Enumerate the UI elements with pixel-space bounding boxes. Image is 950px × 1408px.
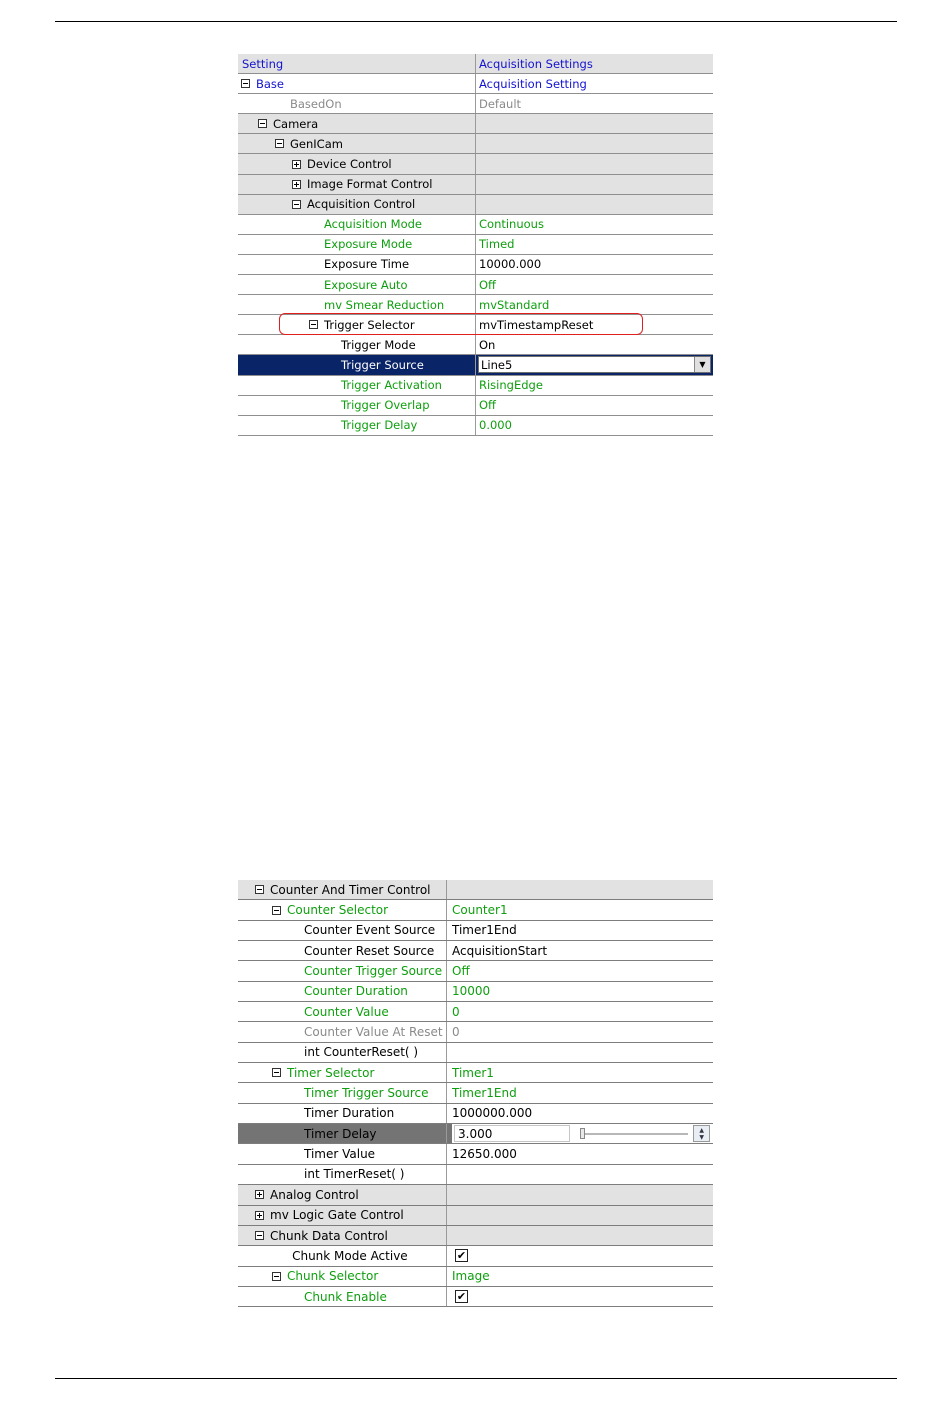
setting-label: Exposure Time — [324, 257, 410, 272]
row-int-timerreset[interactable] — [238, 1165, 713, 1185]
setting-label: mv Smear Reduction — [324, 297, 445, 312]
setting-label: Counter Event Source — [304, 923, 436, 938]
setting-value: Off — [452, 964, 470, 979]
value-cell[interactable] — [452, 1063, 713, 1082]
row-acquisition-control[interactable] — [238, 195, 713, 215]
setting-label: Counter Trigger Source — [304, 964, 443, 979]
setting-label: Chunk Mode Active — [292, 1248, 408, 1263]
setting-cell — [238, 1124, 447, 1143]
value-cell[interactable] — [452, 1002, 713, 1021]
row-timer-duration[interactable] — [238, 1104, 713, 1124]
setting-cell — [238, 74, 476, 93]
setting-cell — [238, 1083, 447, 1102]
value-cell — [452, 1206, 713, 1225]
setting-label: Exposure Auto — [324, 277, 408, 292]
value-cell — [479, 154, 713, 173]
setting-value: Default — [479, 96, 522, 111]
setting-value: mvStandard — [479, 297, 550, 312]
setting-label: Timer Selector — [287, 1065, 375, 1080]
setting-label: Chunk Enable — [304, 1289, 387, 1304]
setting-value: 12650.000 — [452, 1147, 517, 1162]
value-cell[interactable] — [479, 335, 713, 354]
setting-label: Counter And Timer Control — [270, 882, 431, 897]
row-counter-reset-source[interactable] — [238, 941, 713, 961]
row-mv-logic-gate-control[interactable] — [238, 1206, 713, 1226]
setting-cell — [238, 376, 476, 395]
setting-value: Counter1 — [452, 903, 508, 918]
row-camera[interactable] — [238, 114, 713, 134]
setting-label: Chunk Data Control — [270, 1228, 388, 1243]
value-cell — [452, 1165, 713, 1184]
setting-label: Counter Value — [304, 1004, 389, 1019]
row-counter-value[interactable] — [238, 1002, 713, 1022]
setting-cell — [238, 134, 476, 153]
timer-delay-slider-control — [452, 1124, 710, 1143]
setting-label: Trigger Overlap — [341, 398, 430, 413]
setting-label: Trigger Delay — [341, 418, 418, 433]
setting-label: GenICam — [290, 136, 343, 151]
trigger-source-dropdown[interactable] — [478, 356, 711, 373]
setting-value: 10000 — [452, 984, 491, 999]
value-cell — [452, 1226, 713, 1245]
value-cell[interactable] — [452, 1287, 713, 1306]
setting-cell — [238, 880, 447, 899]
row-base[interactable] — [238, 74, 713, 94]
setting-cell — [238, 1002, 447, 1021]
row-exposure-auto[interactable] — [238, 275, 713, 295]
setting-value: 10000.000 — [479, 257, 542, 272]
setting-label: Acquisition Mode — [324, 217, 422, 232]
value-cell[interactable] — [452, 1144, 713, 1163]
setting-cell — [238, 255, 476, 274]
value-cell — [452, 1185, 713, 1204]
row-timer-value[interactable] — [238, 1144, 713, 1164]
setting-label: Camera — [273, 116, 319, 131]
value-cell[interactable] — [452, 961, 713, 980]
setting-cell — [238, 1226, 447, 1245]
setting-cell — [238, 335, 476, 354]
grid-header — [238, 54, 713, 74]
setting-value: Acquisition Setting — [479, 76, 587, 91]
value-cell[interactable] — [479, 94, 713, 113]
setting-cell — [238, 900, 447, 919]
value-cell[interactable] — [452, 1083, 713, 1102]
row-chunk-selector[interactable] — [238, 1267, 713, 1287]
value-cell[interactable] — [452, 900, 713, 919]
collapse-icon[interactable] — [275, 139, 284, 148]
value-cell[interactable] — [479, 396, 713, 415]
value-cell[interactable] — [479, 376, 713, 395]
setting-value: mvTimestampReset — [479, 317, 594, 332]
setting-label: Base — [256, 76, 285, 91]
value-cell[interactable] — [479, 416, 713, 435]
setting-label: mv Logic Gate Control — [270, 1208, 404, 1223]
value-cell — [479, 114, 713, 133]
value-cell[interactable] — [452, 1124, 713, 1143]
value-cell[interactable] — [452, 1104, 713, 1123]
setting-cell — [238, 921, 447, 940]
setting-cell — [238, 355, 476, 374]
row-timer-trigger-source[interactable] — [238, 1083, 713, 1103]
header-value: Acquisition Settings — [479, 56, 593, 71]
setting-cell — [238, 275, 476, 294]
setting-value: Off — [479, 398, 496, 413]
value-cell[interactable] — [452, 941, 713, 960]
slider-thumb[interactable] — [580, 1128, 585, 1139]
row-device-control[interactable] — [238, 154, 713, 174]
setting-value: 1000000.000 — [452, 1106, 533, 1121]
setting-value: Timer1End — [452, 923, 517, 938]
setting-cell — [238, 1287, 447, 1306]
expand-icon[interactable] — [292, 160, 301, 169]
setting-cell — [238, 1185, 447, 1204]
setting-label: Counter Duration — [304, 984, 408, 999]
setting-cell — [238, 1165, 447, 1184]
row-counter-selector[interactable] — [238, 900, 713, 920]
row-image-format-control[interactable] — [238, 175, 713, 195]
value-cell — [452, 1043, 713, 1062]
setting-label: Trigger Mode — [341, 337, 416, 352]
setting-cell — [238, 1267, 447, 1286]
setting-label: int TimerReset( ) — [304, 1167, 405, 1182]
bottom-rule — [55, 1378, 897, 1379]
value-cell[interactable] — [479, 255, 713, 274]
row-genicam[interactable] — [238, 134, 713, 154]
checkbox-checked-icon[interactable]: ✔ — [456, 1249, 467, 1263]
row-counter-trigger-source[interactable] — [238, 961, 713, 981]
setting-cell — [238, 1246, 447, 1265]
setting-cell — [238, 154, 476, 173]
setting-label: BasedOn — [290, 96, 342, 111]
value-cell[interactable] — [479, 215, 713, 234]
setting-label: Timer Delay — [304, 1126, 377, 1141]
expand-icon[interactable] — [255, 1211, 264, 1220]
collapse-icon[interactable] — [292, 200, 301, 209]
setting-label: Chunk Selector — [287, 1269, 379, 1284]
setting-value: Timer1End — [452, 1086, 517, 1101]
row-counter-value-at-reset[interactable] — [238, 1022, 713, 1042]
collapse-icon[interactable] — [272, 1272, 281, 1281]
row-timer-delay[interactable] — [238, 1124, 713, 1144]
setting-cell — [238, 215, 476, 234]
row-counter-event-source[interactable] — [238, 921, 713, 941]
setting-cell — [238, 1043, 447, 1062]
top-rule — [55, 21, 897, 22]
spin-down-icon[interactable]: ▼ — [699, 1133, 704, 1141]
expand-icon[interactable] — [255, 1190, 264, 1199]
setting-cell — [238, 175, 476, 194]
chevron-down-icon[interactable]: ▼ — [694, 357, 710, 372]
setting-label: Timer Value — [304, 1147, 376, 1162]
header-setting: Setting — [238, 54, 476, 73]
setting-cell — [238, 1104, 447, 1123]
setting-label: Analog Control — [270, 1187, 359, 1202]
row-trigger-activation[interactable] — [238, 376, 713, 396]
setting-value: Timed — [479, 237, 515, 252]
row-trigger-overlap[interactable] — [238, 396, 713, 416]
setting-cell — [238, 1063, 447, 1082]
setting-cell — [238, 295, 476, 314]
setting-cell — [238, 94, 476, 113]
row-counter-duration[interactable] — [238, 982, 713, 1002]
setting-cell — [238, 1206, 447, 1225]
setting-value: 0.000 — [479, 418, 512, 433]
setting-cell — [238, 195, 476, 214]
setting-value: Off — [479, 277, 496, 292]
setting-label: Counter Reset Source — [304, 943, 435, 958]
checkbox-checked-icon[interactable]: ✔ — [456, 1290, 467, 1304]
dropdown-value: Line5 — [481, 357, 513, 372]
setting-cell — [238, 941, 447, 960]
setting-label: Exposure Mode — [324, 237, 413, 252]
setting-label: Trigger Activation — [341, 378, 442, 393]
value-cell[interactable] — [479, 235, 713, 254]
collapse-icon[interactable] — [255, 885, 264, 894]
setting-value: 0 — [452, 1025, 460, 1040]
setting-value: 0 — [452, 1004, 460, 1019]
value-cell[interactable] — [478, 355, 713, 374]
setting-label: Acquisition Control — [307, 197, 416, 212]
row-trigger-delay[interactable] — [238, 416, 713, 436]
setting-label: Device Control — [307, 157, 392, 172]
value-cell — [479, 134, 713, 153]
setting-cell — [238, 416, 476, 435]
setting-value: On — [479, 337, 496, 352]
setting-label: Timer Trigger Source — [304, 1086, 429, 1101]
property-grid-counter-timer — [238, 880, 713, 1307]
setting-label: Image Format Control — [307, 177, 433, 192]
setting-value: Image — [452, 1269, 490, 1284]
setting-cell — [238, 982, 447, 1001]
setting-label: Timer Duration — [304, 1106, 395, 1121]
value-cell[interactable] — [452, 1246, 713, 1265]
collapse-icon[interactable] — [255, 1231, 264, 1240]
setting-cell — [238, 961, 447, 980]
row-counter-and-timer-control[interactable] — [238, 880, 713, 900]
row-chunk-enable[interactable] — [238, 1287, 713, 1307]
timer-delay-input[interactable]: 3.000 — [454, 1125, 570, 1142]
value-cell[interactable] — [452, 1267, 713, 1286]
value-cell[interactable] — [452, 921, 713, 940]
spin-buttons[interactable] — [693, 1125, 710, 1142]
row-acquisition-mode[interactable] — [238, 215, 713, 235]
setting-label: Trigger Selector — [324, 317, 415, 332]
value-cell — [452, 880, 713, 899]
row-basedon[interactable] — [238, 94, 713, 114]
value-cell[interactable] — [452, 982, 713, 1001]
property-grid-acquisition — [238, 54, 713, 436]
setting-cell — [238, 235, 476, 254]
setting-value: Timer1 — [452, 1065, 494, 1080]
collapse-icon[interactable] — [258, 119, 267, 128]
setting-cell — [238, 1144, 447, 1163]
value-cell[interactable] — [479, 295, 713, 314]
setting-value: AcquisitionStart — [452, 943, 548, 958]
setting-cell — [238, 396, 476, 415]
setting-value: RisingEdge — [479, 378, 543, 393]
setting-cell — [238, 114, 476, 133]
row-trigger-source[interactable] — [238, 355, 713, 375]
setting-label: int CounterReset( ) — [304, 1045, 419, 1060]
row-chunk-mode-active[interactable] — [238, 1246, 713, 1266]
value-cell[interactable] — [479, 74, 713, 93]
collapse-icon[interactable] — [272, 1068, 281, 1077]
collapse-icon[interactable] — [272, 906, 281, 915]
value-cell[interactable] — [479, 275, 713, 294]
row-exposure-mode[interactable] — [238, 235, 713, 255]
setting-cell — [238, 1022, 447, 1041]
spin-up-icon[interactable]: ▲ — [699, 1126, 704, 1134]
value-cell — [479, 175, 713, 194]
row-trigger-mode[interactable] — [238, 335, 713, 355]
row-chunk-data-control[interactable] — [238, 1226, 713, 1246]
expand-icon[interactable] — [292, 180, 301, 189]
row-int-counterreset[interactable] — [238, 1043, 713, 1063]
row-timer-selector[interactable] — [238, 1063, 713, 1083]
setting-label: Counter Selector — [287, 903, 389, 918]
value-cell — [479, 195, 713, 214]
trigger-selector-highlight — [279, 313, 643, 335]
slider-track[interactable] — [580, 1133, 688, 1135]
row-analog-control[interactable] — [238, 1185, 713, 1205]
collapse-icon[interactable] — [241, 79, 250, 88]
value-cell[interactable] — [452, 1022, 713, 1041]
setting-label: Counter Value At Reset — [304, 1025, 443, 1040]
row-exposure-time[interactable] — [238, 255, 713, 275]
setting-label: Trigger Source — [341, 357, 424, 372]
setting-value: Continuous — [479, 217, 544, 232]
